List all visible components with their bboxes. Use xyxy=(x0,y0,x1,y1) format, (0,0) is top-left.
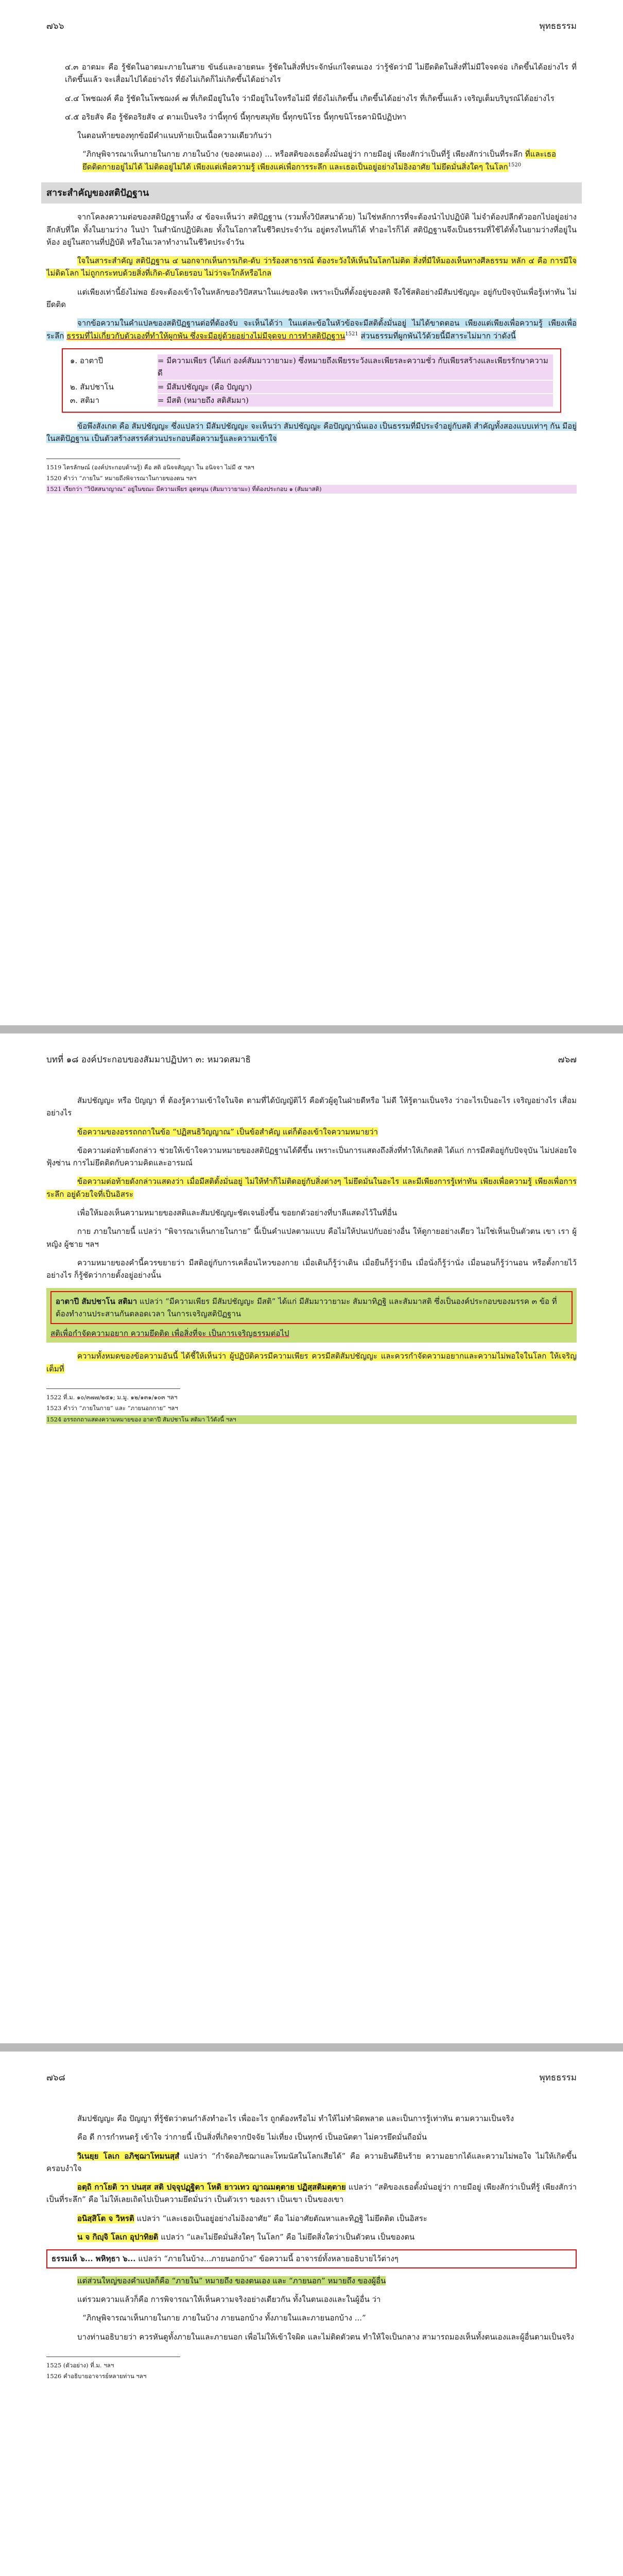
paragraph: สัมปชัญญะ หรือ ปัญญา ที่ ต้องรู้ความเข้าใจในจิต ตามที่ได้บัญญัติไว้ คือตัวผู้ดูในฝ่ายดีหรือ ไม่ดี ให้รู้ตามเป็นจริง ว่าอะไรเป็นอะไร เจริญอย่างไร เสื่อมอย่างไร xyxy=(46,1096,577,1118)
paragraph: คือ ดี การกำหนดรู้ เข้าใจ ว่ากายนี้ เป็นสิ่งที่เกิดจากปัจจัย ไม่เที่ยง เป็นทุกข์ เป็นอนัตตา ไม่ควรยึดมั่นถือมั่น xyxy=(77,2132,427,2142)
footnote: 1520 คำว่า “ภายใน” หมายถึงพิจารณาในกายของตน ฯลฯ xyxy=(46,474,197,482)
footnote: 1526 คำอธิบายอาจารย์หลายท่าน ฯลฯ xyxy=(46,2372,147,2380)
pali-term: อนิสฺสิโต จ วิหรติ xyxy=(77,2213,134,2223)
page-number-header: ๗๖๖ xyxy=(46,21,64,31)
paragraph: แต่รวมความแล้วก็คือ การพิจารณาให้เห็นความจริงอย่างเดียวกัน ทั้งในตนเองและในผู้อื่น ว่า xyxy=(77,2294,381,2304)
pali-term: น จ กิญฺจิ โลเก อุปาทิยติ xyxy=(77,2232,159,2242)
term-text: แปลว่า “มีความเพียร มีสัมปชัญญะ มีสติ” ได้แก่ มีสัมมาวายามะ สัมมาทิฏฐิ และสัมมาสติ ซึ่งเป็นองค์ประกอบของมรรค ๓ ข้อ ที่ต้องทำงานประสานกันตลอดเวลา ในการเจริญสติปัฏฐาน xyxy=(56,1296,557,1318)
definition-value: = มีความเพียร (ได้แก่ องค์สัมมาวายามะ) ซึ่งหมายถึงเพียรระวังและเพียรละความชั่ว กับเพียรสร้างและเพียรรักษาความดี xyxy=(158,354,553,380)
pali-translation: แปลว่า “และไม่ยึดมั่นสิ่งใดๆ ในโลก” คือ ไม่ยึดสิ่งใดว่าเป็นตัวตน เป็นของตน xyxy=(161,2232,415,2242)
definition-box xyxy=(62,348,561,413)
highlight-cyan: ส่วนธรรมที่ผูกพันไว้ด้วยนี้มีสาระไม่มาก ว่าดังนี้ xyxy=(360,331,516,341)
quote: “ภิกษุพิจารณาเห็นกายในกาย ภายในบ้าง ภายนอกบ้าง ทั้งภายในและภายนอกบ้าง ...” xyxy=(82,2313,366,2323)
paragraph xyxy=(46,2212,577,2225)
highlight-yellow: ข้อความของอรรถกถาในข้อ “ปฏิสนธิวิญญาณ” เป็นข้อสำคัญ แต่ก็ต้องเข้าใจความหมายว่า xyxy=(77,1127,378,1137)
page-body xyxy=(46,61,577,496)
pali-translation: แปลว่า “สติของเธอตั้งมั่นอยู่ว่า กายมีอยู่ เพียงสักว่าเป็นที่รู้ เพียงสักว่าเป็นที่ระลึก” คือ ไม่ให้เลยเถิดไปเป็นความยึดมั่นว่า เป็นตัวเรา ของเรา เป็นเขา เป็นของเขา xyxy=(46,2182,577,2205)
page-header xyxy=(46,2071,577,2086)
pali-term: วิเนยฺย โลเก อภิชฺฌาโทมนสฺสํ xyxy=(77,2151,180,2161)
footnote: 1524 อรรถกถาแสดงความหมายของ อาตาปี สัมปชาโน สติมา ไว้ดังนี้ ฯลฯ xyxy=(46,1415,577,1424)
footnote: 1523 คำว่า “ภายในกาย” และ “ภายนอกกาย” ฯลฯ xyxy=(46,1404,178,1412)
definition-row xyxy=(70,354,553,380)
boxed-term-title: ธรรมเห็ ๖... พหิทฺธา ๖... xyxy=(51,2254,136,2264)
highlight-yellow: ข้อความต่อท้ายดังกล่าวแสดงว่า เมื่อมีสติตั้งมั่นอยู่ ไม่ให้ทำก็ไม่ติดอยู่กับสิ่งต่างๆ ไม่ยึดมั่นในอะไร และมีเพียงการรู้เท่าทัน เพียงเพื่อความรู้ เพียงเพื่อการระลึก อยู่ด้วยใจที่เป็นอิสระ xyxy=(46,1177,577,1199)
page-header xyxy=(46,20,577,34)
boxed-term-text: แปลว่า “ภายในบ้าง...ภายนอกบ้าง” ข้อความนี้ อาจารย์ทั้งหลายอธิบายไว้ต่างๆ xyxy=(138,2254,399,2264)
quote xyxy=(82,148,556,173)
definition-value: = มีสติ (หมายถึง สติสัมมา) xyxy=(158,394,553,406)
chapter-title-header: บทที่ ๑๘ องค์ประกอบของสัมมาปฏิปทา ๓: หมวดสมาธิ xyxy=(46,1055,251,1065)
footnote-divider xyxy=(46,1388,180,1389)
document-page-2 xyxy=(0,1033,623,2043)
paragraph: ในตอนท้ายของทุกข้อมีคำแนบท้ายเป็นเนื้อความเดียวกันว่า xyxy=(77,131,272,141)
highlight-yellow: ใจในสาระสำคัญ สติปัฏฐาน ๔ นอกจากเห็นการเกิด-ดับ ว่าร้องสาธารณ์ ต้องระวังให้เห็นในโลกไม่ติด สิ่งที่มีให้มองเห็นทางศีลธรรม หลัก ๔ คือ การมีใจไม่ติดโลก ไม่ถูกกระทบด้วยสิ่งที่เกิด-ดับโดยรอบ ไม่ว่าจะใกล้หรือไกล xyxy=(46,256,577,278)
highlight-underlined: ธรรมที่ไม่เกี่ยวกับตัวเองที่ทำให้ผูกพัน ซึ่งจะมีอยู่ด้วยอย่างไม่มีจุดจบ การทำสติปัฏฐาน xyxy=(66,331,345,341)
paragraph: แต่เพียงเท่านี้ยังไม่พอ ยังจะต้องเข้าใจในหลักของวิปัสสนาในแง่ของจิต เพราะเป็นที่ตั้งอยู่ของสติ จึงใช้สติอย่างมีสัมปชัญญะ อยู่กับปัจจุบันเพื่อรู้เท่าทัน ไม่ยึดติด xyxy=(46,287,577,310)
document-page-1 xyxy=(0,0,623,1025)
paragraph: ๔.๓ อาตมะ คือ รู้ชัดในอาตมะภายในสาย ขันธ์และอายตนะ รู้ชัดในสิ่งที่ประจักษ์แก่ใจตนเอง ว่ารู้ชัดว่ามี ไม่ยึดติดในสิ่งที่ไม่มีใจจดจ่อ เกิดขึ้นได้อย่างไร ที่เกิดขึ้นแล้ว จะเสื่อมไปได้อย่างไร ที่ยังไม่เกิดก็ไม่เกิดขึ้นได้อย่างไร xyxy=(65,62,577,84)
page-number-header: ๗๖๘ xyxy=(46,2073,65,2083)
page-body xyxy=(46,2112,577,2383)
paragraph: ความหมายของคำนี้ควรขยายว่า มีสติอยู่กับการเคลื่อนไหวของกาย เมื่อเดินก็รู้ว่าเดิน เมื่อยืนก็รู้ว่ายืน เมื่อนั่งก็รู้ว่านั่ง เมื่อนอนก็รู้ว่านอน หรือตั้งกายไว้อย่างไร ก็รู้ชัดว่ากายตั้งอยู่อย่างนั้น xyxy=(46,1258,577,1280)
book-title-header: พุทธธรรม xyxy=(539,21,577,31)
paragraph: ๔.๕ อริยสัจ คือ รู้ชัดอริยสัจ ๔ ตามเป็นจริง ว่านี้ทุกข์ นี้ทุกขสมุทัย นี้ทุกขนิโรธ นี้ทุกขนิโรธคามินีปฏิปทา xyxy=(65,112,407,122)
paragraph: กาย ภายในกายนี้ แปลว่า “พิจารณาเห็นกายในกาย” นี้เป็นคำแปลตามแบบ คือไม่ให้ปนเปกับอย่างอื่น ให้ดูกายอย่างเดียว ไม่ใช่เห็นเป็นตัวตน เขา เรา ผู้หญิง ผู้ชาย ฯลฯ xyxy=(46,1227,577,1249)
definition-row xyxy=(70,381,553,393)
page-number-header: ๗๖๗ xyxy=(558,1055,577,1065)
footnote: 1522 ที่.ม. ๑๐/๓๗๗/๒๕๑; ม.มู. ๑๒/๑๓๑/๑๐๓ ฯลฯ xyxy=(46,1394,178,1401)
paragraph: จากโคลงความต่อของสติปัฏฐานทั้ง ๔ ข้อจะเห็นว่า สติปัฏฐาน (รวมทั้งวิปัสสนาด้วย) ไม่ใช่หลักการที่จะต้องนำไปปฏิบัติ ไม่จำต้องปลีกตัวออกไปอยู่อย่างลึกลับที่ใด ทั้งในยามว่าง ในป่า ในสำนักปฏิบัติเลย ทั้งในโอกาสในชีวิตประจำวัน อยู่ตรงไหนก็ได้ ทำอะไรก็ได้ สติปัฏฐานจึงเป็นธรรมที่ใช้ได้ทั้งในยามว่างที่อยู่ในห้อง อยู่ในสถานที่ปฏิบัติ หรือในเวลาทำงานในชีวิตประจำวัน xyxy=(46,212,577,247)
book-title-header: พุทธธรรม xyxy=(539,2073,577,2083)
definition-value: = มีสัมปชัญญะ (คือ ปัญญา) xyxy=(158,381,553,393)
paragraph xyxy=(46,2181,577,2206)
highlight-cyan: จากข้อความในคำแปลของสติปัฏฐานต่อที่ต้องจับ จะเห็นได้ว่า ในแต่ละข้อในหัวข้อจะมีสติตั้งมั่นอยู่ ไม่ได้ขาดตอน เพียงแต่เพียงเพื่อความรู้ เพียงเพื่อระลึก xyxy=(46,318,577,341)
paragraph-highlight xyxy=(46,317,577,342)
document-page-3 xyxy=(0,2052,623,2576)
quote-text: “ภิกษุพิจารณาเห็นกายในกาย ภายในบ้าง (ของตนเอง) ... หรือสติของเธอตั้งมั่นอยู่ว่า กายมีอยู่ เพียงสักว่าเป็นที่รู้ เพียงสักว่าเป็นที่ระลึก xyxy=(82,149,523,159)
paragraph: เพื่อให้มองเห็นความหมายของสติและสัมปชัญญะชัดเจนยิ่งขึ้น ขอยกตัวอย่างที่บาลีแสดงไว้ในที่อื่น xyxy=(77,1208,397,1218)
paragraph-highlight xyxy=(46,2275,577,2287)
definition-term: ๑. อาตาปี xyxy=(70,355,103,365)
paragraph-highlight xyxy=(46,420,577,445)
boxed-definition xyxy=(50,1291,573,1325)
paragraph-highlight xyxy=(46,1126,577,1138)
paragraph: บางท่านอธิบายว่า ควรหันดูทั้งภายในและภายนอก เพื่อไม่ให้เข้าใจผิด และไม่ติดตัวตน ทำให้ใจเป็นกลาง สามารถมองเห็นทั้งตนเองและผู้อื่นตามเป็นจริง xyxy=(77,2332,575,2342)
definition-term: ๒. สัมปชาโน xyxy=(70,382,114,392)
paragraph xyxy=(46,2150,577,2175)
footnote: 1519 ไตรลักษณ์ (องค์ประกอบด้านรู้) คือ สติ อนิจจสัญญา ใน อนิจจา ไม่มี ๕ ฯลฯ xyxy=(46,463,254,471)
term-title: อาตาปี สัมปชาโน สติมา xyxy=(56,1296,137,1306)
definition-row xyxy=(70,394,553,406)
page-body xyxy=(46,1094,577,1426)
paragraph: ๔.๔ โพชฌงค์ คือ รู้ชัดในโพชฌงค์ ๗ ที่เกิดมีอยู่ในใจ ว่ามีอยู่ในใจหรือไม่มี ที่ยังไม่เกิดขึ้น เกิดขึ้นได้อย่างไร ที่เกิดขึ้นแล้ว เจริญเต็มบริบูรณ์ได้อย่างไร xyxy=(65,93,555,103)
section-heading: สาระสำคัญของสติปัฏฐาน xyxy=(41,182,582,204)
definition-term: ๓. สติมา xyxy=(70,395,99,405)
pali-translation: แปลว่า “และเธอเป็นอยู่อย่างไม่อิงอาศัย” คือ ไม่อาศัยตัณหาและทิฏฐิ ไม่ยึดติด เป็นอิสระ xyxy=(136,2213,427,2223)
underlined-text: สติเพื่อกำจัดความอยาก ความยึดติด เพื่อสิ่งที่จะ เป็นการเจริญธรรมต่อไป xyxy=(50,1329,289,1338)
highlight-cyan: ข้อพึงสังเกต คือ สัมปชัญญะ ซึ่งแปลว่า มีสัมปชัญญะ จะเห็นว่า สัมปชัญญะ คือปัญญานั่นเอง เป็นธรรมที่มีประจำอยู่กับสติ สำคัญทั้งสองแบบเท่าๆ กัน มีอยู่ในสติปัฏฐาน เป็นตัวสร้างสรรค์ส่วนประกอบคือความรู้และความเข้าใจ xyxy=(46,421,577,444)
page-header xyxy=(46,1053,577,1067)
green-underlined xyxy=(50,1327,573,1340)
footnote: 1521 เรียกว่า “วิปัสสนาญาณ” อยู่ในขณะ มีความเพียร อุดหนุน (สัมมาวายามะ) ที่ต้องประกอบ ๑ (สัมมาสติ) xyxy=(46,485,577,494)
paragraph: สัมปชัญญะ คือ ปัญญา ที่รู้ชัดว่าตนกำลังทำอะไร เพื่ออะไร ถูกต้องหรือไม่ ทำให้ไม่ทำผิดพลาด และเป็นการรู้เท่าทัน ตามความเป็นจริง xyxy=(77,2114,514,2123)
highlight-yellow: ความทั้งหมดของข้อความอันนี้ ได้ชี้ให้เห็นว่า ผู้ปฏิบัติควรมีความเพียร ควรมีสติสัมปชัญญะ และควรกำจัดความอยากและความไม่พอใจในโลก ให้เจริญเต็มที่ xyxy=(46,1351,577,1374)
footnote-ref: 1520 xyxy=(508,162,522,168)
paragraph: ข้อความต่อท้ายดังกล่าว ช่วยให้เข้าใจความหมายของสติปัฏฐานได้ดีขึ้น เพราะเป็นการแสดงถึงสิ่งที่ทำให้เกิดสติ ได้แก่ การมีสติอยู่กับปัจจุบัน ไม่ปล่อยใจฟุ้งซ่าน การไม่ยึดติดกับความคิดและอารมณ์ xyxy=(46,1145,577,1168)
footnote-ref: 1521 xyxy=(345,331,358,337)
highlight-green-block xyxy=(46,1288,577,1343)
boxed-term xyxy=(46,2249,577,2268)
pali-term: อตฺถิ กาโยติ วา ปนสฺส สติ ปจฺจุปฏฺฐิตา โหติ ยาวเทว ญาณมตฺตาย ปฏิสฺสติมตฺตาย xyxy=(77,2182,346,2192)
paragraph-highlight xyxy=(46,1350,577,1375)
quote-highlight: ที่และเธอยึดติดกายอยู่ไม่ได้ ไม่ติดอยู่ไม่ได้ เพียงแต่เพื่อความรู้ เพียงแค่เพื่อการระลึก และเธอเป็นอยู่อย่างไม่อิงอาศัย ไม่ยึดมั่นสิ่งใดๆ ในโลก xyxy=(82,149,556,172)
paragraph-highlight xyxy=(46,1175,577,1200)
highlight-green: แต่ส่วนใหญ่ของคำแปลก็คือ “ภายใน” หมายถึง ของตนเอง และ “ภายนอก” หมายถึง ของผู้อื่น xyxy=(77,2276,386,2285)
footnote: 1525 (ตัวอย่าง) ที่.ม. ฯลฯ xyxy=(46,2361,114,2369)
paragraph xyxy=(46,2231,577,2243)
pali-translation: แปลว่า “กำจัดอภิชฌาและโทมนัสในโลกเสียได้” คือ ความยินดียินร้าย ความอยากได้และความไม่พอใจ ไม่ให้เกิดขึ้นครอบงำใจ xyxy=(46,2151,577,2173)
paragraph-highlight xyxy=(46,255,577,280)
